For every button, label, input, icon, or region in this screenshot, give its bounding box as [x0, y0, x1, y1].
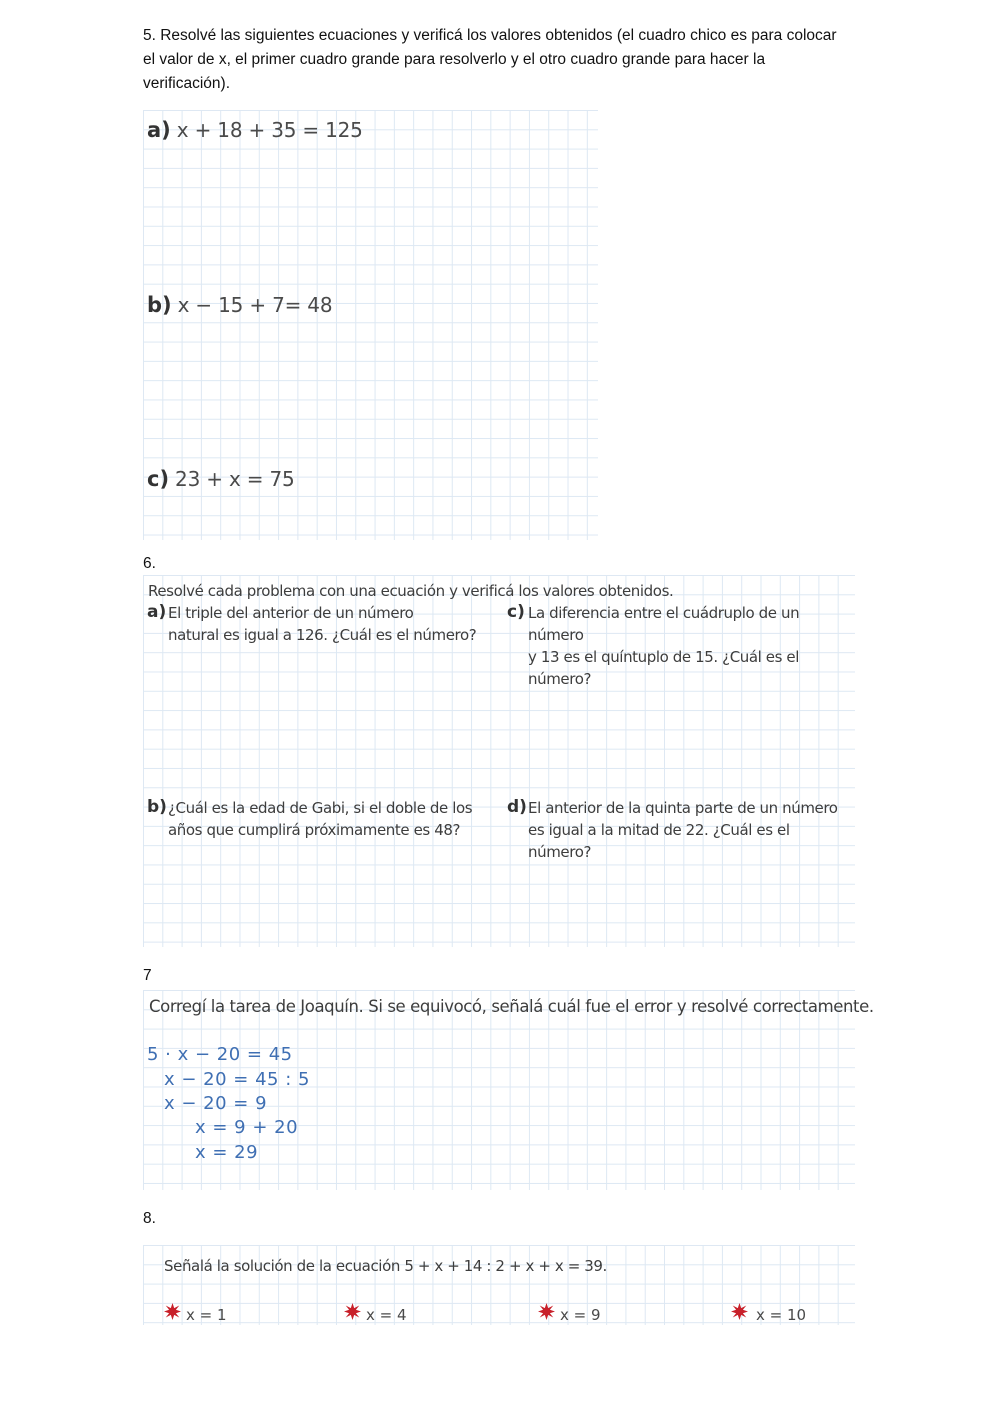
exercise-7-number: 7: [143, 967, 152, 984]
star-bullet-icon: [164, 1303, 181, 1320]
equation-text: x − 15 + 7= 48: [177, 293, 333, 317]
star-bullet-icon: [344, 1303, 361, 1320]
exercise-6-instruction: Resolvé cada problema con una ecuación y verificá los valores obtenidos.: [148, 582, 674, 600]
item-label: d): [507, 797, 527, 817]
item-label: a): [147, 602, 167, 622]
exercise-5-instruction: 5. Resolvé las siguientes ecuaciones y verificá los valores obtenidos (el cuadro chico es para colocar el valor de x, el primer cuadro grande para resolverlo y el otro cuadro grande para hacer la verificación).: [143, 27, 837, 92]
item-label: b): [147, 293, 172, 317]
problem-text-line2: es igual a la mitad de 22. ¿Cuál es el número?: [528, 821, 790, 861]
equation-text: x + 18 + 35 = 125: [176, 118, 363, 142]
star-bullet-icon: [538, 1303, 555, 1320]
equation-b: [147, 293, 332, 317]
equation-a: [147, 118, 363, 142]
problem-d: [507, 797, 852, 863]
problem-text-line2: años que cumplirá próximamente es 48?: [168, 821, 461, 839]
item-label: c): [507, 602, 525, 622]
problem-c: [507, 602, 852, 690]
option-2[interactable]: [344, 1298, 407, 1324]
star-bullet-icon: [731, 1303, 748, 1320]
work-step: x − 20 = 9: [164, 1093, 268, 1114]
problem-text-line2: y 13 es el quíntuplo de 15. ¿Cuál es el número?: [528, 648, 800, 688]
item-label: a): [147, 118, 171, 142]
problem-text-line2: natural es igual a 126. ¿Cuál es el número?: [168, 626, 477, 644]
problem-a: [147, 602, 507, 646]
option-3[interactable]: [538, 1298, 601, 1324]
work-step: x − 20 = 45 : 5: [164, 1069, 310, 1090]
option-1[interactable]: [164, 1298, 227, 1324]
problem-b: [147, 797, 507, 841]
problem-text-line1: La diferencia entre el cuádruplo de un número: [528, 604, 800, 644]
problem-text-line1: ¿Cuál es la edad de Gabi, si el doble de los: [168, 799, 473, 817]
option-4[interactable]: [731, 1298, 806, 1324]
problem-text-line1: El anterior de la quinta parte de un número: [528, 799, 838, 817]
option-text: x = 1: [186, 1306, 227, 1324]
work-step: 5 · x − 20 = 45: [147, 1044, 293, 1065]
work-step: x = 29: [195, 1142, 259, 1163]
exercise-6-number: 6.: [143, 555, 156, 572]
exercise-7-instruction: Corregí la tarea de Joaquín. Si se equivocó, señalá cuál fue el error y resolvé correctamente.: [149, 997, 874, 1016]
item-label: b): [147, 797, 167, 817]
work-step: x = 9 + 20: [195, 1117, 299, 1138]
equation-c: [147, 467, 295, 491]
option-text: x = 10: [756, 1306, 807, 1324]
option-text: x = 4: [366, 1306, 407, 1324]
equation-text: 23 + x = 75: [175, 467, 295, 491]
problem-text-line1: El triple del anterior de un número: [168, 604, 414, 622]
item-label: c): [147, 467, 170, 491]
exercise-8-instruction: Señalá la solución de la ecuación 5 + x + 14 : 2 + x + x = 39.: [164, 1257, 607, 1275]
exercise-8-number: 8.: [143, 1210, 156, 1227]
option-text: x = 9: [560, 1306, 601, 1324]
